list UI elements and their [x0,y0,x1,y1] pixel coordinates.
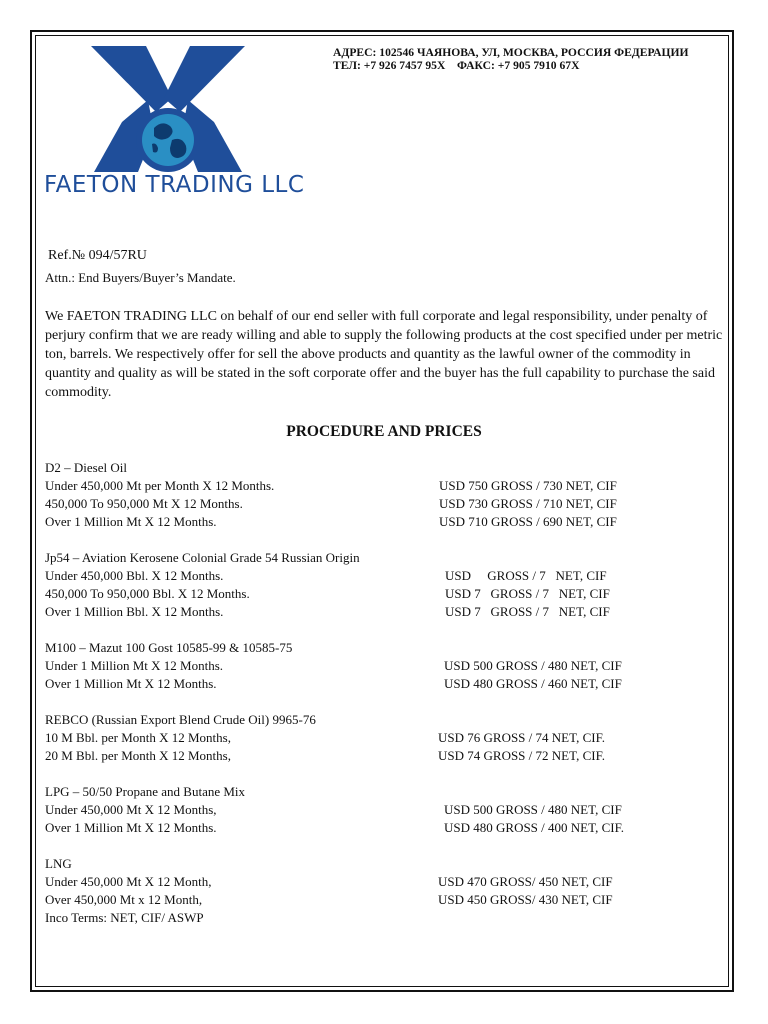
price-row [45,477,617,495]
company-logo [88,44,248,174]
row-desc: 20 M Bbl. per Month X 12 Months, [45,748,231,763]
product-title: REBCO (Russian Export Blend Crude Oil) 9965-76 [45,712,316,727]
row-price: USD 480 GROSS / 400 NET, CIF. [444,820,625,835]
inco-terms-row [45,909,360,927]
price-row [45,801,622,819]
product-title: LPG – 50/50 Propane and Butane Mix [45,784,246,799]
product-d2 [45,459,617,531]
address-line: АДРЕС: 102546 ЧАЯНОВА, УЛ, МОСКВА, РОССИЯ ФЕДЕРАЦИИ [333,46,689,59]
phone-fax-line: ТЕЛ: +7 926 7457 95X ФАКС: +7 905 7910 67X [333,59,580,72]
row-desc: Over 1 Million Mt X 12 Months. [45,514,217,529]
row-price: USD 480 GROSS / 460 NET, CIF [444,676,622,691]
attention-line: Attn.: End Buyers/Buyer’s Mandate. [45,270,236,285]
intro-paragraph: We FAETON TRADING LLC on behalf of our end seller with full corporate and legal responsibility, under penalty of perjury confirm that we are ready willing and able to supply the following products at the cost specified under per metric ton, barrels. We respectively offer for sell the above products and quantity as the lawful owner of the commodity in quantity and quality as will be stated in the soft corporate offer and the buyer has the full capability to purchase the said commodity. [45,309,723,400]
row-desc: Under 450,000 Mt per Month X 12 Months. [45,478,275,493]
row-price: USD 470 GROSS/ 450 NET, CIF [438,874,613,889]
row-price: USD 730 GROSS / 710 NET, CIF [439,496,617,511]
row-price: USD 76 GROSS / 74 NET, CIF. [438,730,606,745]
company-name: FAETON TRADING LLC [44,172,305,198]
row-price: USD 500 GROSS / 480 NET, CIF [444,658,622,673]
row-price: USD 710 GROSS / 690 NET, CIF [439,514,617,529]
price-row [45,819,625,837]
product-m100 [45,639,622,693]
reference-number: Ref.№ 094/57RU [48,248,147,263]
price-row [45,603,610,621]
row-desc: Under 450,000 Mt X 12 Month, [45,874,212,889]
price-row [45,891,613,909]
row-desc: Under 450,000 Mt X 12 Months, [45,802,217,817]
row-price: USD 450 GROSS/ 430 NET, CIF [438,892,613,907]
price-row [45,513,617,531]
price-row [45,495,617,513]
row-desc: 10 M Bbl. per Month X 12 Months, [45,730,231,745]
row-price: USD GROSS / 7 NET, CIF [445,568,607,583]
row-desc: Over 1 Million Mt X 12 Months. [45,820,217,835]
product-title: D2 – Diesel Oil [45,460,127,475]
row-price: USD 500 GROSS / 480 NET, CIF [444,802,622,817]
row-desc: Over 1 Million Mt X 12 Months. [45,676,217,691]
row-price: USD 7 GROSS / 7 NET, CIF [445,586,610,601]
product-rebco [45,711,606,765]
row-desc: 450,000 To 950,000 Bbl. X 12 Months. [45,586,250,601]
row-desc: Under 1 Million Mt X 12 Months. [45,658,224,673]
product-jp54 [45,549,610,621]
product-title: Jp54 – Aviation Kerosene Colonial Grade 54 Russian Origin [45,550,360,565]
price-row [45,657,622,675]
price-row [45,873,613,891]
product-title: M100 – Mazut 100 Gost 10585-99 & 10585-75 [45,640,293,655]
inco-terms: Inco Terms: NET, CIF/ ASWP [45,910,204,925]
price-row [45,747,606,765]
address-block [333,46,689,72]
row-desc: Over 1 Million Bbl. X 12 Months. [45,604,224,619]
row-desc: Under 450,000 Bbl. X 12 Months. [45,568,224,583]
row-price: USD 7 GROSS / 7 NET, CIF [445,604,610,619]
product-title: LNG [45,856,72,871]
row-price: USD 750 GROSS / 730 NET, CIF [439,478,617,493]
price-row [45,675,622,693]
product-list [45,459,625,927]
row-price: USD 74 GROSS / 72 NET, CIF. [438,748,606,763]
row-desc: 450,000 To 950,000 Mt X 12 Months. [45,496,243,511]
product-lpg [45,783,625,837]
row-desc: Over 450,000 Mt x 12 Month, [45,892,203,907]
price-row [45,567,607,585]
price-row [45,585,610,603]
product-lng [45,855,613,927]
section-title: PROCEDURE AND PRICES [286,423,482,440]
price-row [45,729,606,747]
